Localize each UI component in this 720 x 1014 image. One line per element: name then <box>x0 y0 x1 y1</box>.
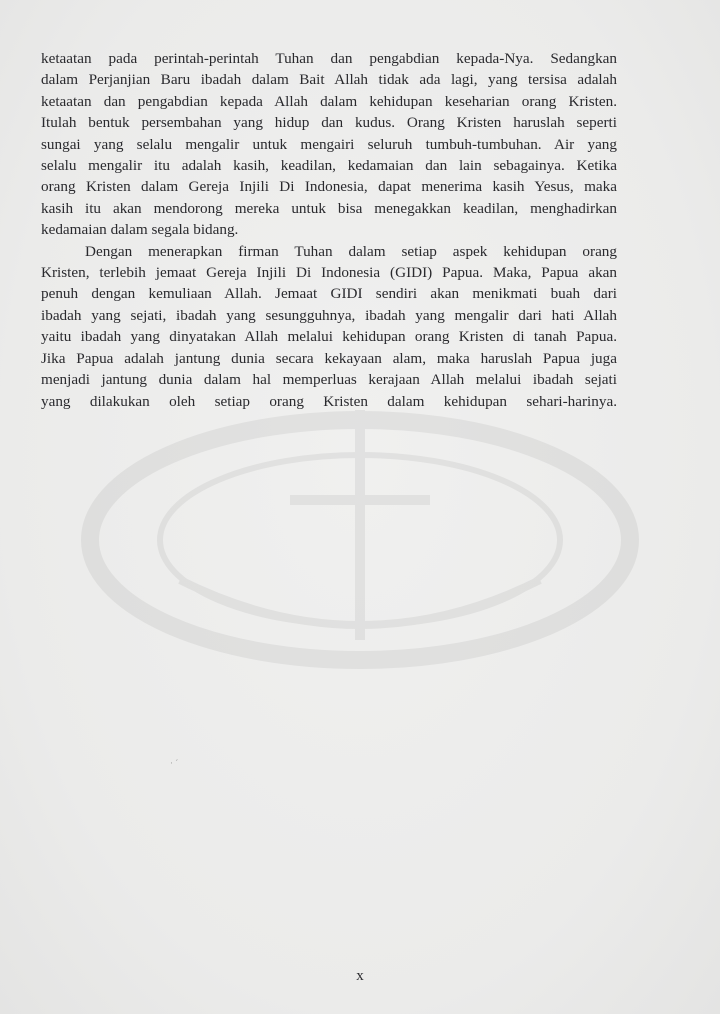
text-line: Itulah bentuk persembahan yang hidup dan kudus. Orang Kristen haruslah seperti <box>41 114 617 132</box>
text-line: yang dilakukan oleh setiap orang Kristen dalam kehidupan sehari-harinya. <box>41 392 617 410</box>
text-line: ketaatan dan pengabdian kepada Allah dalam kehidupan keseharian orang Kristen. <box>41 92 617 110</box>
text-line: ketaatan pada perintah-perintah Tuhan dan pengabdian kepada-Nya. Sedangkan <box>41 50 617 67</box>
page-number: x <box>356 968 364 984</box>
text-line: Jika Papua adalah jantung dunia secara kekayaan alam, maka haruslah Papua juga <box>41 349 617 367</box>
text-line: ibadah yang sejati, ibadah yang sesungguhnya, ibadah yang mengalir dari hati Allah <box>41 306 617 324</box>
text-line: selalu mengalir itu adalah kasih, keadilan, kedamaian dan lain sebagainya. Ketika <box>41 157 617 175</box>
paragraph-2 <box>41 241 617 412</box>
text-line: menjadi jantung dunia dalam hal memperluas kerajaan Allah melalui ibadah sejati <box>41 371 617 389</box>
text-line: penuh dengan kemuliaan Allah. Jemaat GIDI sendiri akan menikmati buah dari <box>41 285 617 303</box>
text-line: dalam Perjanjian Baru ibadah dalam Bait Allah tidak ada lagi, yang tersisa adalah <box>41 71 617 89</box>
text-line: kedamaian dalam segala bidang. <box>41 221 239 239</box>
text-line: orang Kristen dalam Gereja Injili Di Indonesia, dapat menerima kasih Yesus, maka <box>41 178 617 196</box>
text-line: yaitu ibadah yang dinyatakan Allah melalui kehidupan orang Kristen di tanah Papua. <box>41 328 617 346</box>
scan-speck: · ˊ <box>170 758 179 768</box>
body-text <box>41 48 617 412</box>
paragraph-1 <box>41 48 617 241</box>
seal-watermark <box>60 390 660 690</box>
text-line: kasih itu akan mendorong mereka untuk bisa menegakkan keadilan, menghadirkan <box>41 199 617 217</box>
text-line: Dengan menerapkan firman Tuhan dalam setiap aspek kehidupan orang <box>85 242 617 260</box>
text-line: Kristen, terlebih jemaat Gereja Injili Di Indonesia (GIDI) Papua. Maka, Papua akan <box>41 264 617 282</box>
text-line: sungai yang selalu mengalir untuk mengairi seluruh tumbuh-tumbuhan. Air yang <box>41 135 617 153</box>
